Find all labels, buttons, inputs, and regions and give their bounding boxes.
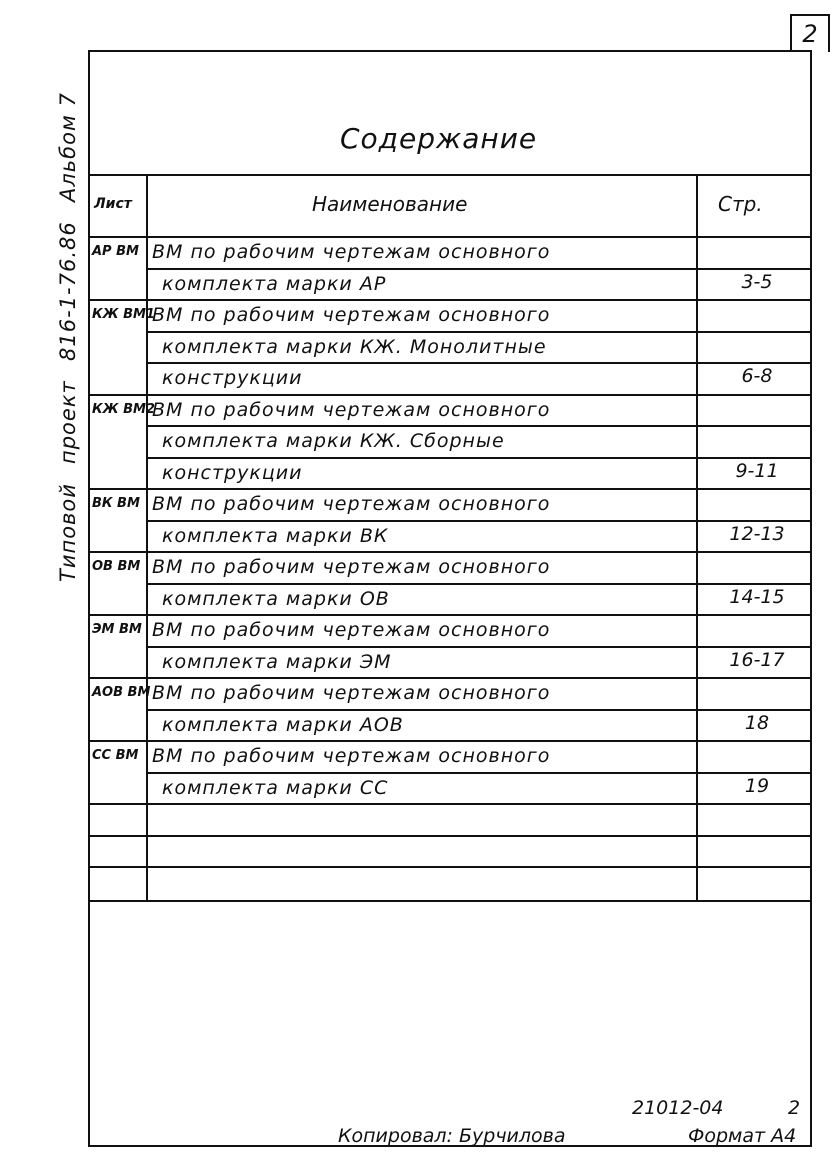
page-range: 6-8 <box>741 365 773 387</box>
entry-text: ВМ по рабочим чертежам основного <box>152 304 551 326</box>
sheet-code: ВК ВМ <box>92 496 140 511</box>
header-name: Наименование <box>312 192 468 216</box>
column-divider <box>696 176 698 900</box>
entry-text: комплекта марки ЭМ <box>162 650 392 673</box>
row-divider <box>148 520 811 522</box>
entry-text: комплекта марки КЖ. Монолитные <box>162 335 547 358</box>
row-divider <box>90 394 811 396</box>
entry-text: ВМ по рабочим чертежам основного <box>152 619 551 641</box>
side-title-part: 816-1-76.86 <box>56 221 80 361</box>
row-divider <box>148 425 811 427</box>
entry-text: ВМ по рабочим чертежам основного <box>152 745 551 767</box>
row-divider <box>148 268 811 270</box>
entry-text: ВМ по рабочим чертежам основного <box>152 241 551 263</box>
footer-page: 2 <box>788 1097 801 1119</box>
entry-text: ВМ по рабочим чертежам основного <box>152 493 551 515</box>
copied-by: Копировал: Бурчилова <box>338 1125 566 1147</box>
entry-text: комплекта марки ВК <box>162 524 389 547</box>
row-divider <box>148 772 811 774</box>
sheet-code: АОВ ВМ <box>92 685 151 700</box>
document-title: Содержание <box>340 122 538 155</box>
side-title <box>56 92 88 582</box>
sheet-code: КЖ ВМ2 <box>92 401 155 417</box>
sheet-code: АР ВМ <box>92 244 139 259</box>
sheet-number: 2 <box>790 14 830 52</box>
page-range: 12-13 <box>729 522 785 545</box>
side-title-part: проект <box>56 380 80 464</box>
side-title-part: Альбом 7 <box>56 92 80 202</box>
row-divider <box>90 236 811 238</box>
paper-format: Формат А4 <box>688 1125 797 1147</box>
page-range: 3-5 <box>741 270 773 293</box>
entry-text: конструкции <box>162 367 303 389</box>
page-range: 14-15 <box>729 585 785 608</box>
sheet-code: ЭМ ВМ <box>92 622 142 637</box>
row-divider <box>148 331 811 333</box>
row-divider <box>90 677 811 679</box>
entry-text: комплекта марки СС <box>162 776 389 799</box>
entry-text: комплекта марки ОВ <box>162 587 390 610</box>
sheet-code: ОВ ВМ <box>92 559 141 574</box>
entry-text: комплекта марки КЖ. Сборные <box>162 430 505 452</box>
sheet-code: СС ВМ <box>92 748 139 763</box>
page-range: 9-11 <box>735 459 779 482</box>
row-divider <box>90 740 811 742</box>
sheet-code: КЖ ВМ1 <box>92 307 155 322</box>
row-divider <box>90 835 811 837</box>
side-title-part: Типовой <box>56 483 80 582</box>
document-number: 21012-04 <box>632 1097 724 1119</box>
row-divider <box>90 866 811 868</box>
entry-text: ВМ по рабочим чертежам основного <box>152 556 551 578</box>
row-divider <box>148 583 811 585</box>
row-divider <box>90 803 811 805</box>
page-range: 18 <box>744 711 770 734</box>
header-sheet: Лист <box>94 196 132 212</box>
row-divider <box>90 614 811 616</box>
entry-text: ВМ по рабочим чертежам основного <box>152 398 551 421</box>
entry-text: комплекта марки АОВ <box>162 713 404 736</box>
row-divider <box>90 299 811 301</box>
row-divider <box>90 488 811 490</box>
contents-table <box>90 174 811 902</box>
entry-text: ВМ по рабочим чертежам основного <box>152 682 551 704</box>
row-divider <box>148 457 811 459</box>
header-page: Стр. <box>718 192 763 216</box>
row-divider <box>148 646 811 648</box>
page-range: 19 <box>744 774 770 797</box>
entry-text: конструкции <box>162 461 303 484</box>
column-divider <box>146 176 148 900</box>
row-divider <box>148 709 811 711</box>
page-range: 16-17 <box>729 648 785 671</box>
row-divider <box>90 551 811 553</box>
row-divider <box>148 362 811 364</box>
entry-text: комплекта марки АР <box>162 272 387 295</box>
